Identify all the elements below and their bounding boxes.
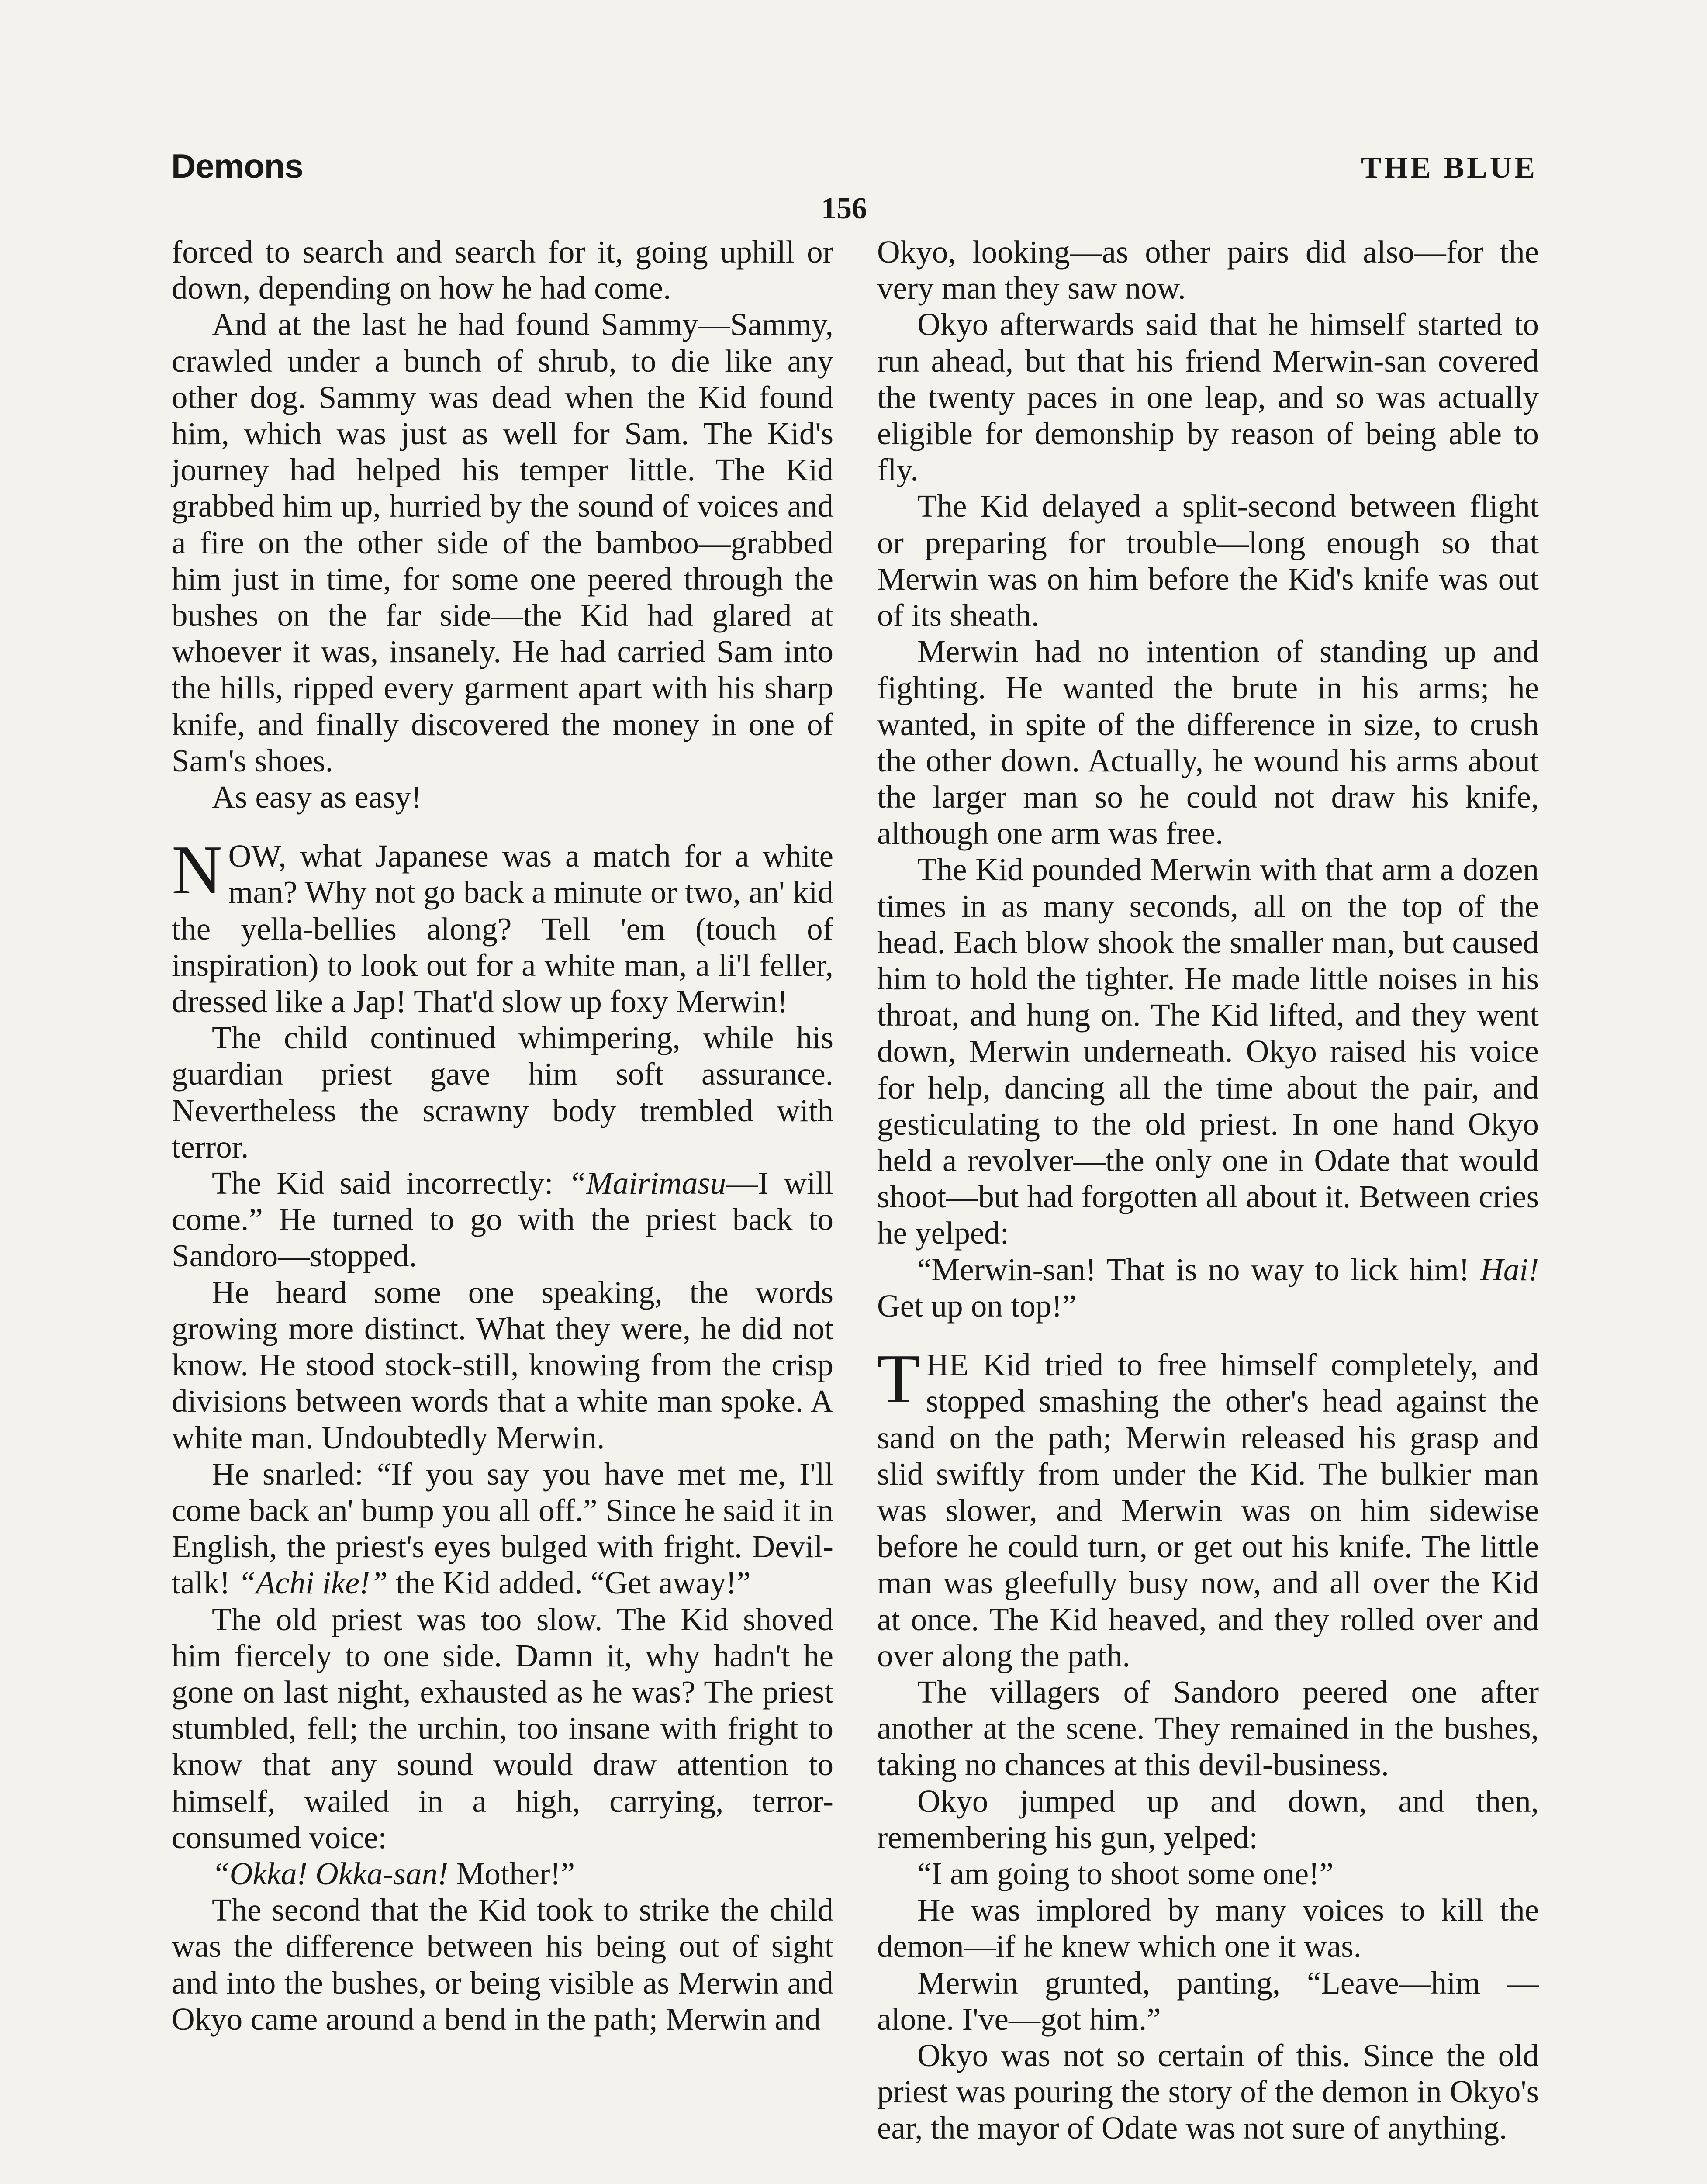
drop-cap: N [172,831,222,909]
paragraph: “I am going to shoot some one!” [917,1856,1334,1891]
paragraph: forced to search and search for it, going uphill or down, depending on how he had come. [172,234,833,306]
paragraph: “Okka! Okka-san! Mother!” [212,1856,575,1891]
paragraph: The old priest was too slow. The Kid shoved him fiercely to one side. Damn it, why hadn't he gone on last night, exhausted as he was? The priest stumbled, fell; the urchin, too insane with fright to know that any sound would draw attention to himself, wailed in a high, carrying, terror-consumed voice: [172,1601,833,1855]
page-number: 156 [821,192,867,225]
paragraph: He snarled: “If you say you have met me, I'll come back an' bump you all off.” Since he said it in English, the priest's eyes bulged with fright. Devil-talk! “Achi ike!” the Kid added. “Get away!” [172,1456,833,1601]
paragraph: Okyo afterwards said that he himself started to run ahead, but that his friend Merwin-san covered the twenty paces in one leap, and so was actually eligible for demonship by reason of being able to fly. [877,307,1539,488]
paragraph-dropcap: THE Kid tried to free himself completely, and stopped smashing the other's head against the sand on the path; Merwin released his grasp and slid swiftly from under the Kid. The bulkier man was slower, and Merwin was on him sidewise before he could turn, or get out his knife. The little man was gleefully busy now, and all over the Kid at once. The Kid heaved, and they rolled over and over along the path. [877,1340,1539,1673]
magazine-title: THE BLUE [1361,151,1538,185]
right-column [877,234,1539,2146]
paragraph: The Kid delayed a split-second between flight or preparing for trouble—long enough so that Merwin was on him before the Kid's knife was out of its sheath. [877,488,1539,633]
paragraph: The child continued whimpering, while his guardian priest gave him soft assurance. Nevertheless the scrawny body trembled with terror. [172,1020,833,1165]
paragraph: Merwin grunted, panting, “Leave—him —alone. I've—got him.” [877,1965,1539,2037]
paragraph: Okyo jumped up and down, and then, remembering his gun, yelped: [877,1783,1539,1855]
running-title: Demons [171,147,303,185]
drop-cap: T [877,1340,920,1418]
paragraph: Okyo, looking—as other pairs did also—for the very man they saw now. [877,234,1539,306]
paragraph: “Merwin-san! That is no way to lick him! Hai! Get up on top!” [877,1251,1539,1324]
paragraph: As easy as easy! [212,779,422,815]
paragraph: Merwin had no intention of standing up and fighting. He wanted the brute in his arms; he wanted, in spite of the difference in size, to crush the other down. Actually, he wound his arms about the larger man so he could not draw his knife, although one arm was free. [877,634,1539,851]
paragraph: The Kid said incorrectly: “Mairimasu—I will come.” He turned to go with the priest back to Sandoro—stopped. [172,1165,833,1274]
paragraph-dropcap: NOW, what Japanese was a match for a white man? Why not go back a minute or two, an' kid the yella-bellies along? Tell 'em (touch of inspiration) to look out for a white man, a li'l feller, dressed like a Jap! That'd slow up foxy Merwin! [172,831,833,1019]
paragraph: He heard some one speaking, the words growing more distinct. What they were, he did not know. He stood stock-still, knowing from the crisp divisions between words that a white man spoke. A white man. Undoubtedly Merwin. [172,1274,833,1455]
paragraph: Okyo was not so certain of this. Since the old priest was pouring the story of the demon in Okyo's ear, the mayor of Odate was not sure of anything. [877,2037,1539,2146]
paragraph: The villagers of Sandoro peered one after another at the scene. They remained in the bushes, taking no chances at this devil-business. [877,1674,1539,1783]
paragraph: He was implored by many voices to kill the demon—if he knew which one it was. [877,1892,1539,1964]
paragraph: The second that the Kid took to strike the child was the difference between his being out of sight and into the bushes, or being visible as Merwin and Okyo came around a bend in the path; Merwin and [172,1892,833,2037]
paragraph: The Kid pounded Merwin with that arm a dozen times in as many seconds, all on the top of the head. Each blow shook the smaller man, but caused him to hold the tighter. He made little noises in his throat, and hung on. The Kid lifted, and they went down, Merwin underneath. Okyo raised his voice for help, dancing all the time about the pair, and gesticulating to the old priest. In one hand Okyo held a revolver—the only one in Odate that would shoot—but had forgotten all about it. Between cries he yelped: [877,852,1539,1251]
paragraph: And at the last he had found Sammy—Sammy, crawled under a bunch of shrub, to die like any other dog. Sammy was dead when the Kid found him, which was just as well for Sam. The Kid's journey had helped his temper little. The Kid grabbed him up, hurried by the sound of voices and a fire on the other side of the bamboo—grabbed him just in time, for some one peered through the bushes on the far side—the Kid had glared at whoever it was, insanely. He had carried Sam into the hills, ripped every garment apart with his sharp knife, and finally discovered the money in one of Sam's shoes. [172,307,833,778]
left-column [172,234,833,2037]
